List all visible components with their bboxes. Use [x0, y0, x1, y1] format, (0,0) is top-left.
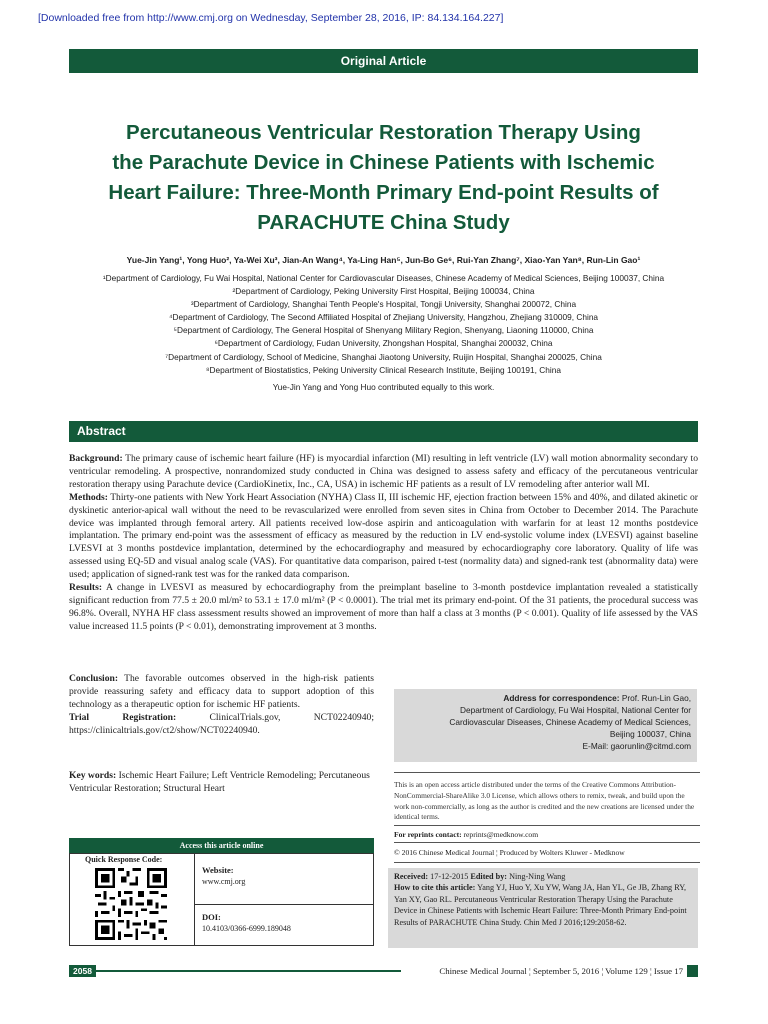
affiliation: ⁶Department of Cardiology, Fudan University, Zhongshan Hospital, Shanghai 200032, China: [214, 338, 553, 349]
conclusion-text: The favorable outcomes observed in the high-risk patients provide reassuring safety and efficacy data to support adoption of this technology as a therapeutic option for ischemic HF patients.: [69, 673, 374, 710]
citation-box: [388, 868, 698, 948]
article-type: Original Article: [340, 54, 427, 68]
received-date: 17-12-2015: [428, 872, 471, 881]
affiliations: [69, 272, 698, 377]
correspondence-line: Cardiovascular Diseases, Chinese Academy of Medical Sciences,: [449, 717, 691, 727]
keywords-label: Key words:: [69, 770, 117, 781]
correspondence-box: [394, 689, 697, 762]
abstract-conclusion: [69, 673, 374, 712]
doi-value[interactable]: 10.4103/0366-6999.189048: [202, 924, 291, 933]
cite-label: How to cite this article:: [394, 883, 476, 893]
divider: [194, 904, 373, 905]
abstract-body: [69, 453, 698, 634]
abstract-heading: Abstract: [77, 424, 126, 438]
reprints-email[interactable]: reprints@medknow.com: [461, 830, 539, 839]
results-label: Results:: [69, 582, 103, 594]
abstract-conclusion-block: [69, 673, 374, 738]
title-line: Heart Failure: Three-Month Primary End-point Results of: [108, 181, 659, 204]
contribution-note: Yue-Jin Yang and Yong Huo contributed equally to this work.: [272, 382, 495, 392]
correspondence-name: Prof. Run-Lin Gao,: [619, 693, 691, 703]
affiliation: ⁷Department of Cardiology, School of Medicine, Shanghai Jiaotong University, Ruijin Hospital, Shanghai 200025, China: [165, 351, 602, 362]
qr-label: Quick Response Code:: [85, 855, 163, 864]
reprints-label: For reprints contact:: [394, 830, 462, 839]
footer-rule: [96, 970, 401, 972]
trial-label: Trial Registration:: [69, 711, 177, 723]
cite-text: Yang YJ, Huo Y, Xu YW, Wang JA, Han YL, Ge JB, Zhang RY, Yan XY, Gao RL. Percutaneous Ventricular Restoration Therapy Using the Parachute Device in Chinese Patients with Ischemic Heart Failure: Three-Month Primary End-point Results of PARACHUTE China Study. Chin Med J 2016;129:2058-62.: [394, 883, 687, 927]
affiliation: ²Department of Cardiology, Peking University First Hospital, Beijing 100034, China: [232, 286, 535, 297]
page-footer: [69, 965, 698, 977]
trial-registration: [69, 712, 374, 738]
affiliation: ⁸Department of Biostatistics, Peking University Clinical Research Institute, Beijing 100191, China: [206, 364, 561, 375]
correspondence-email[interactable]: E-Mail: gaorunlin@citmd.com: [582, 741, 691, 751]
methods-label: Methods:: [69, 491, 108, 503]
methods-text: Thirty-one patients with New York Heart Association (NYHA) Class II, III ischemic HF, ejection fraction between 15% and 40%, and dilated akinetic or dyskinetic anterior-apical wall without the need to be revascularized were enrolled from seven sites in China from October to December 2014. The Parachute device was implanted through femoral artery. All patients received low-dose aspirin and anticoagulation with warfarin for at least 12 months postdevice implantation. The primary end-point was the assessment of efficacy as measured by the reduction in LV end-systolic volume index (LVESVI) against baseline LVESVI at 3 months postdevice implantation, determined by the echocardiography and measured by echocardiography core laboratory. Quality of life was assessed using EQ-5D and visual analog scale (VAS). For quantitative data comparison, paired t-test (normality data) and signed-rank test (abnormality data) were used; application of signed-rank test was for the ranked data comparison.: [69, 491, 698, 581]
title-line: PARACHUTE China Study: [257, 211, 510, 234]
keywords: [69, 769, 374, 795]
background-label: Background:: [69, 453, 123, 464]
copyright-line: © 2016 Chinese Medical Journal ¦ Produced by Wolters Kluwer - Medknow: [394, 848, 625, 857]
article-title: [69, 118, 698, 238]
trial-text: ClinicalTrials.gov, NCT02240940; https://clinicaltrials.gov/ct2/show/NCT02240940.: [69, 711, 374, 736]
background-text: The primary cause of ischemic heart failure (HF) is myocardial infarction (MI) resulting in left ventricle (LV) wall motion abnormality secondary to ventricular remodeling. A prospective, nonrandomized study conducted in China was designed to assess safety and efficacy of the percutaneous ventricular restoration therapy using Parachute device (CardioKinetix, Inc., CA, USA) in ischemic HF patients as a result of LV remodeling after anterior wall MI.: [69, 453, 698, 490]
author-list: Yue-Jin Yang¹, Yong Huo², Ya-Wei Xu³, Jian-An Wang⁴, Ya-Ling Han⁵, Jun-Bo Ge⁶, Rui-Yan Zhang⁷, Xiao-Yan Yan⁸, Run-Lin Gao¹: [126, 255, 641, 265]
qr-code-icon[interactable]: [95, 868, 167, 940]
download-notice: [Downloaded free from http://www.cmj.org on Wednesday, September 28, 2016, IP: 84.134.164.227]: [38, 12, 504, 24]
affiliation: ¹Department of Cardiology, Fu Wai Hospital, National Center for Cardiovascular Diseases, Chinese Academy of Medical Sciences, Beijing 100037, China: [102, 273, 665, 283]
reprints-line: [394, 830, 700, 839]
access-heading: Access this article online: [69, 838, 374, 853]
title-line: Percutaneous Ventricular Restoration Therapy Using: [126, 121, 641, 144]
affiliation: ⁴Department of Cardiology, The Second Affiliated Hospital of Zhejiang University, Hangzhou, Zhejiang 310009, China: [168, 312, 599, 323]
results-text: A change in LVESVI as measured by echocardiography from the preimplant baseline to 3-month postdevice implantation revealed a statistically significant reduction from 77.5 ± 20.0 ml/m² to 53.1 ± 17.0 ml/m² (P < 0.0001). The trial met its primary end-point. Of the 31 patients, the procedural success was 96.8%. Overall, NYHA HF class assessment results showed an improvement of more than half a class at 3 months (P < 0.001). Quality of life assessed by the VAS value increased 11.5 points (P < 0.01), demonstrating improvement at 3 months.: [69, 582, 698, 632]
journal-info: Chinese Medical Journal ¦ September 5, 2016 ¦ Volume 129 ¦ Issue 17: [439, 966, 683, 976]
doi-label: DOI:: [202, 912, 221, 922]
abstract-results: [69, 582, 698, 634]
license-text: This is an open access article distributed under the terms of the Creative Commons Attribution-NonCommercial-ShareAlike 3.0 License, which allows others to remix, tweak, and build upon the work non-commercially, as long as the author is credited and the new creations are licensed under the identical terms.: [394, 780, 695, 822]
footer-end-block: [687, 965, 698, 977]
website-link[interactable]: www.cmj.org: [202, 877, 246, 886]
access-box: [69, 853, 374, 946]
website-label: Website:: [202, 865, 234, 875]
edited-by: Ning-Ning Wang: [507, 872, 566, 881]
divider: [394, 825, 700, 826]
affiliation: ⁵Department of Cardiology, The General Hospital of Shenyang Military Region, Shenyang, Liaoning 110000, China: [173, 325, 594, 336]
divider: [194, 854, 195, 945]
divider: [394, 842, 700, 843]
abstract-methods: [69, 492, 698, 582]
article-type-banner: [69, 49, 698, 73]
divider: [394, 772, 700, 773]
correspondence-line: Department of Cardiology, Fu Wai Hospital, National Center for: [459, 705, 691, 715]
page-number: 2058: [69, 965, 96, 977]
affiliation: ³Department of Cardiology, Shanghai Tenth People's Hospital, Tongji University, Shanghai 200072, China: [190, 299, 577, 310]
edited-label: Edited by:: [470, 872, 508, 881]
conclusion-label: Conclusion:: [69, 673, 119, 684]
abstract-background: [69, 453, 698, 492]
correspondence-label: Address for correspondence:: [503, 693, 620, 703]
keywords-text: Ischemic Heart Failure; Left Ventricle Remodeling; Percutaneous Ventricular Restoration; Structural Heart: [69, 770, 370, 794]
divider: [394, 862, 700, 863]
abstract-banner: [69, 421, 698, 442]
received-label: Received:: [394, 872, 429, 881]
title-line: the Parachute Device in Chinese Patients with Ischemic: [112, 151, 655, 174]
correspondence-line: Beijing 100037, China: [609, 729, 691, 739]
